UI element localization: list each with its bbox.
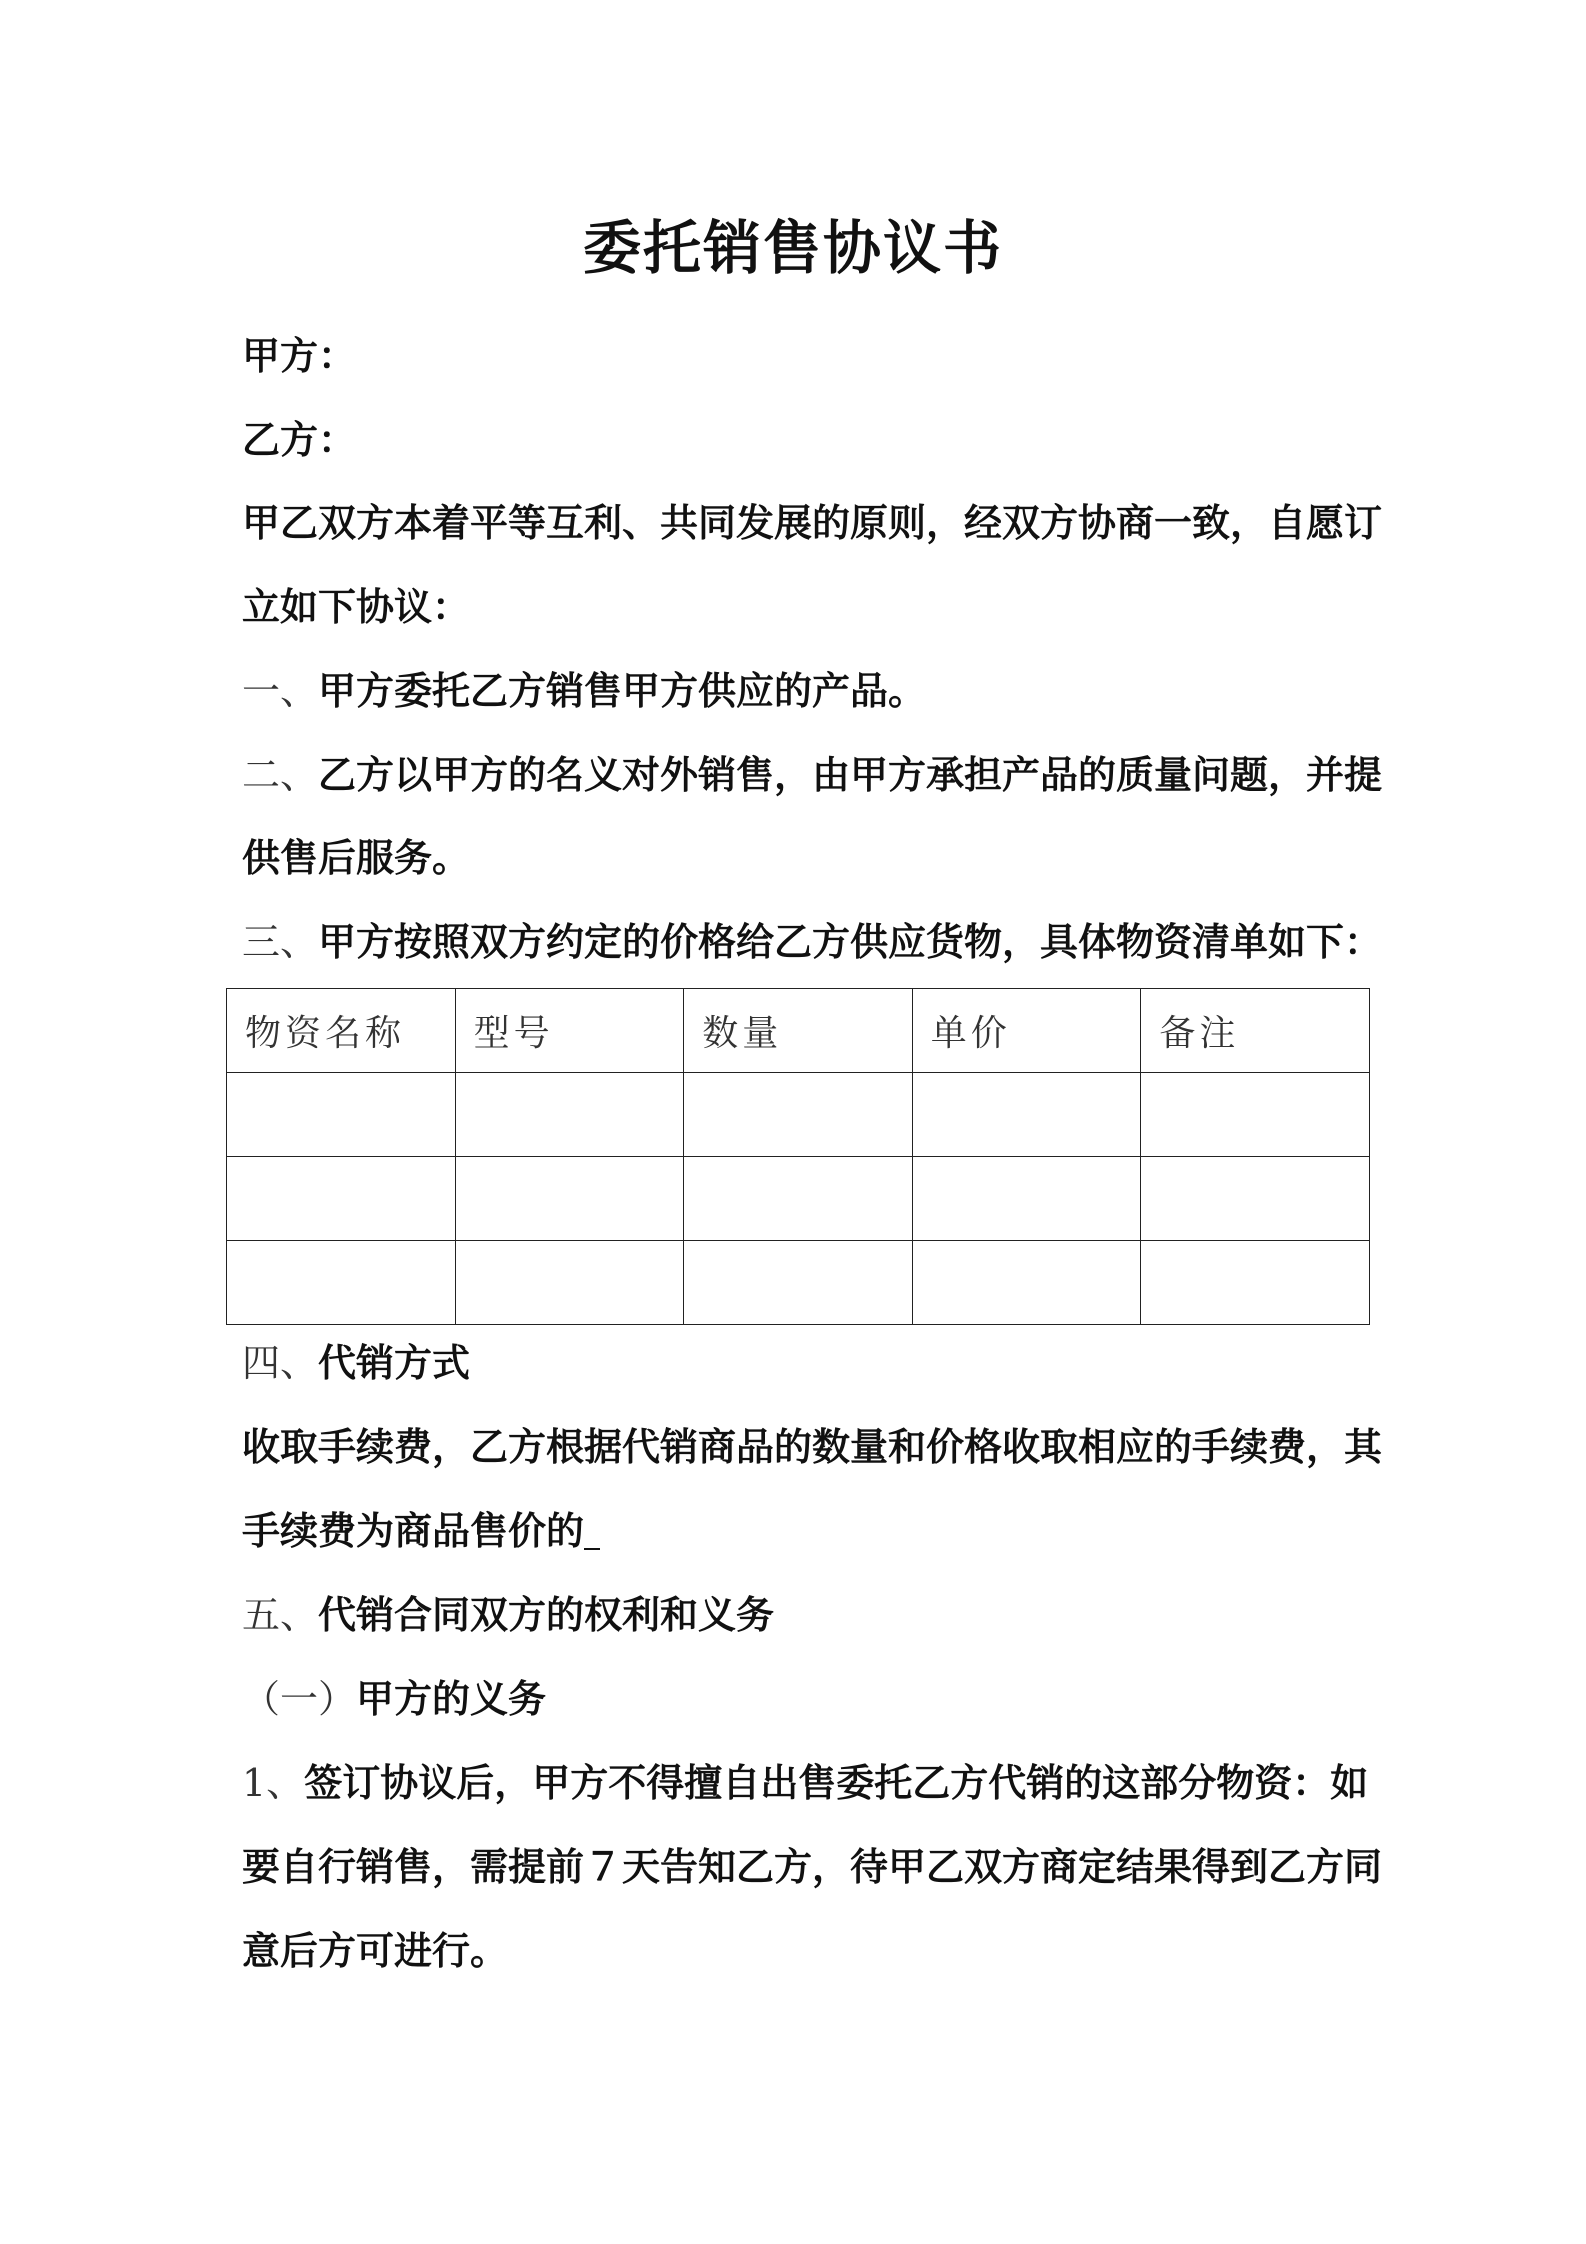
fee-text: 手续费为商品售价的: [242, 1509, 585, 1553]
clause-2-line-1: [242, 749, 1383, 801]
fee-line-2: [242, 1505, 1362, 1557]
clause-3-text: 甲方按照双方约定的价格给乙方供应货物，具体物资清单如下：: [318, 920, 1383, 964]
header-quantity: 数量: [684, 989, 913, 1073]
fee-line-1: 收取手续费，乙方根据代销商品的数量和价格收取相应的手续费，其: [242, 1425, 1383, 1469]
intro-line-2: 立如下协议：: [242, 585, 471, 629]
header-unit-price: 单价: [912, 989, 1141, 1073]
table-cell: [455, 1241, 684, 1325]
table-cell: [1141, 1073, 1370, 1157]
table-cell: [455, 1073, 684, 1157]
table-cell: [684, 1157, 913, 1241]
table-cell: [912, 1157, 1141, 1241]
intro-line-1: 甲乙双方本着平等互利、共同发展的原则，经双方协商一致，自愿订: [242, 501, 1383, 545]
clause-5-text: 代销合同双方的权利和义务: [318, 1593, 775, 1637]
document-title: 委托销售协议书: [582, 214, 1003, 282]
subsection-1-text: 甲方的义务: [356, 1677, 547, 1721]
table-cell: [1141, 1241, 1370, 1325]
clause-2-text: 乙方以甲方的名义对外销售，由甲方承担产品的质量问题，并提: [318, 753, 1383, 797]
item-1-line-2: 要自行销售，需提前７天告知乙方，待甲乙双方商定结果得到乙方同: [242, 1845, 1383, 1889]
table-cell: [1141, 1157, 1370, 1241]
party-b-line: 乙方：: [242, 418, 357, 462]
clause-5: [242, 1589, 1362, 1641]
clause-1-number: 一、: [242, 669, 319, 713]
table-cell: [684, 1073, 913, 1157]
party-a-line: 甲方：: [242, 334, 357, 378]
clause-2-line-2: 供售后服务。: [242, 836, 471, 880]
header-model: 型号: [455, 989, 684, 1073]
item-1-line-1: [242, 1757, 1369, 1809]
table-cell: [227, 1241, 456, 1325]
item-1-number: 1、: [242, 1761, 305, 1805]
clause-1: [242, 665, 1362, 717]
header-goods-name: 物资名称: [227, 989, 456, 1073]
table-cell: [912, 1073, 1141, 1157]
subsection-1-number: （一）: [242, 1677, 357, 1721]
clause-3-number: 三、: [242, 920, 319, 964]
header-remarks: 备注: [1141, 989, 1370, 1073]
subsection-1: [242, 1673, 1362, 1725]
table-cell: [227, 1157, 456, 1241]
clause-4: [242, 1337, 1362, 1389]
table-cell: [912, 1241, 1141, 1325]
table-header-row: [227, 989, 1370, 1073]
item-1-text: 签订协议后，甲方不得擅自出售委托乙方代销的这部分物资：如: [304, 1761, 1369, 1805]
table-cell: [684, 1241, 913, 1325]
table-row: [227, 1241, 1370, 1325]
fee-blank-field: [584, 1508, 600, 1550]
table-cell: [455, 1157, 684, 1241]
table-row: [227, 1157, 1370, 1241]
goods-table: [226, 988, 1370, 1325]
clause-1-text: 甲方委托乙方销售甲方供应的产品。: [318, 669, 927, 713]
table-row: [227, 1073, 1370, 1157]
clause-4-text: 代销方式: [318, 1341, 471, 1385]
clause-5-number: 五、: [242, 1593, 319, 1637]
clause-3: [242, 916, 1383, 968]
table-cell: [227, 1073, 456, 1157]
item-1-line-3: 意后方可进行。: [242, 1929, 509, 1973]
clause-2-number: 二、: [242, 753, 319, 797]
clause-4-number: 四、: [242, 1341, 319, 1385]
